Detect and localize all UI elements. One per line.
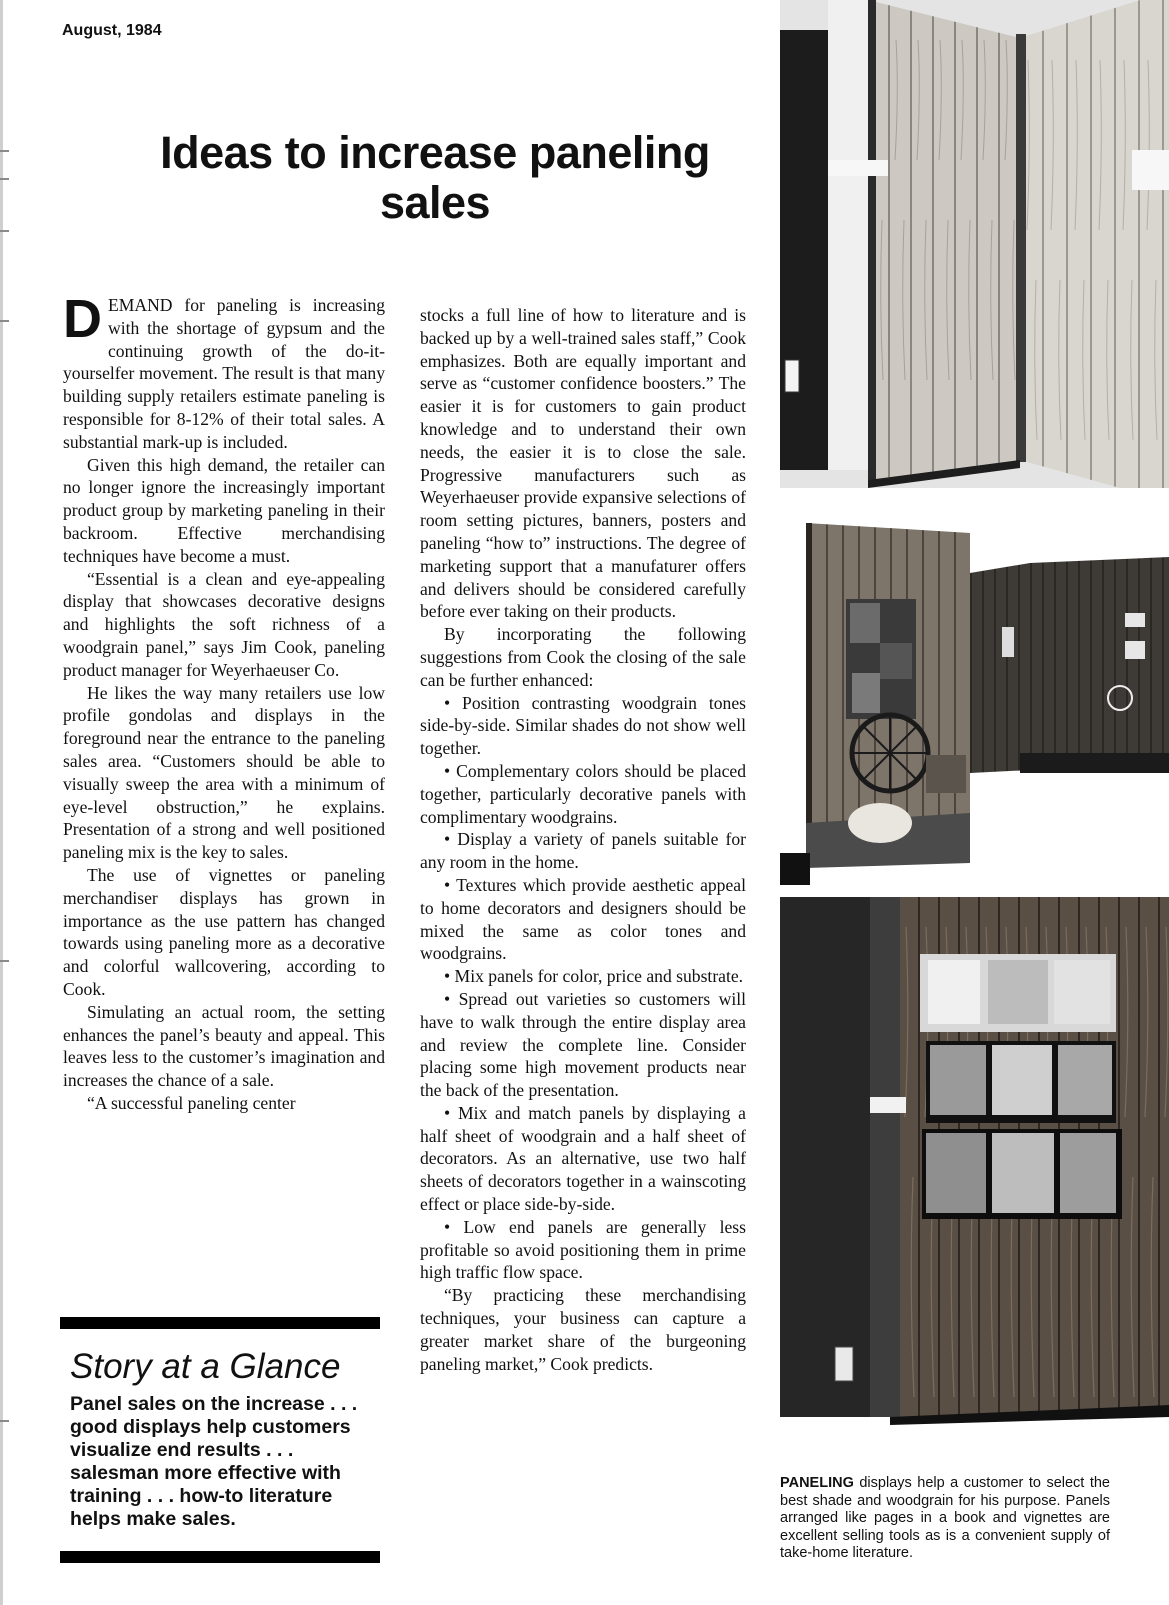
bullet-item: • Low end panels are generally less profitable so avoid positioning them in prime high traffic flow space. [420, 1216, 746, 1283]
article-column-2 [420, 304, 746, 1375]
bullet-item: • Mix and match panels by displaying a half sheet of woodgrain and a half sheet of decorators. As an alternative, use two half sheets of decorators together in a wainscoting effect or place side-by-side. [420, 1102, 746, 1215]
bullet-item: • Spread out varieties so customers will have to walk through the entire display area and review the complete line. Consider placing some high movement products near the back of the presentation. [420, 988, 746, 1101]
paragraph: “Essential is a clean and eye-appealing display that showcases decorative designs and highlights the soft richness of a woodgrain panel,” says Jim Cook, paneling product manager for Weyerhaeuser Co. [63, 568, 385, 680]
margin-tick [0, 230, 9, 232]
paragraph: By incorporating the following suggestions from Cook the closing of the sale can be further enhanced: [420, 624, 746, 690]
margin-tick [0, 320, 9, 322]
photo-paneling-corner-display [780, 0, 1169, 488]
bullet-item: • Position contrasting woodgrain tones side-by-side. Similar shades do not show well together. [420, 692, 746, 759]
margin-tick [0, 178, 9, 180]
glance-text: Panel sales on the increase . . . good displays help customers visualize end results . . . salesman more effective with training . . . how-to literature helps make sales. [70, 1393, 358, 1530]
article-column-1 [63, 289, 385, 1115]
bullet-item: • Display a variety of panels suitable for any room in the home. [420, 829, 746, 873]
bullet-item: • Textures which provide aesthetic appeal to home decorators and designers should be mixed the same as color tones and woodgrains. [420, 874, 746, 964]
paragraph: He likes the way many retailers use low profile gondolas and displays in the foreground near the entrance to the paneling sales area. “Customers should be able to visually sweep the area with a minimum of eye-level obstruction,” he explains. Presentation of a strong and well positioned paneling mix is the key to sales. [63, 682, 385, 863]
paragraph: “By practicing these merchandising techniques, your business can capture a greater market share of the burgeoning paneling market,” Cook predicts. [420, 1285, 746, 1374]
photo-paneling-vignette [780, 523, 1169, 885]
paragraph: DEMAND for paneling is increasing with the shortage of gypsum and the continuing growth of the do-it-yourselfer movement. The result is that many building supply retailers estimate paneling is responsible for 8-12% of their total sales. A substantial mark-up is included. [63, 289, 385, 452]
bullet-item: • Complementary colors should be placed together, particularly decorative panels with complimentary woodgrains. [420, 760, 746, 827]
glance-bottom-rule [60, 1551, 380, 1563]
dateline: August, 1984 [62, 22, 162, 39]
bullet-item: • Mix panels for color, price and substrate. [444, 966, 744, 987]
paragraph: “A successful paneling center [87, 1092, 296, 1113]
page-margin-line [0, 0, 3, 1605]
caption-lead: PANELING [780, 1475, 854, 1491]
paragraph: Given this high demand, the retailer can no longer ignore the increasingly important product group by marketing paneling in their backroom. Effective merchandising techniques have become a must. [63, 454, 385, 566]
glance-title: Story at a Glance [70, 1347, 341, 1386]
drop-cap: D [63, 289, 102, 349]
headline: Ideas to increase paneling sales [160, 127, 710, 228]
photo-caption [780, 1475, 1110, 1563]
margin-tick [0, 150, 9, 152]
margin-tick [0, 1420, 9, 1422]
paragraph: Simulating an actual room, the setting enhances the panel’s beauty and appeal. This leaves less to the customer’s imagination and increases the chance of a sale. [63, 1001, 385, 1091]
photo-paneling-merchandiser [780, 897, 1169, 1460]
paragraph: stocks a full line of how to literature and is backed up by a well-trained sales staff,” Cook emphasizes. Both are equally important and serve as “customer confidence boosters.” The easier it is for customers to gain product knowledge and to understand their own needs, the easier it is to close the sale. Progressive manufacturers such as Weyerhaeuser provide expansive selections of room setting pictures, banners, posters and paneling “how to” instructions. The degree of marketing support that a manufaturer offers and delivers should be considered carefully before ever taking on their products. [420, 305, 746, 622]
glance-top-rule [60, 1317, 380, 1329]
margin-tick [0, 960, 9, 962]
caption-text: displays help a customer to select the best shade and woodgrain for his purpose. Panels arranged like pages in a book and vignettes are excellent selling tools as is a convenient supply of take-home literature. [780, 1475, 1110, 1561]
paragraph: The use of vignettes or paneling merchandiser displays has grown in importance as the use pattern has changed towards using paneling more as a decorative and colorful wallcovering, according to Cook. [63, 864, 385, 999]
